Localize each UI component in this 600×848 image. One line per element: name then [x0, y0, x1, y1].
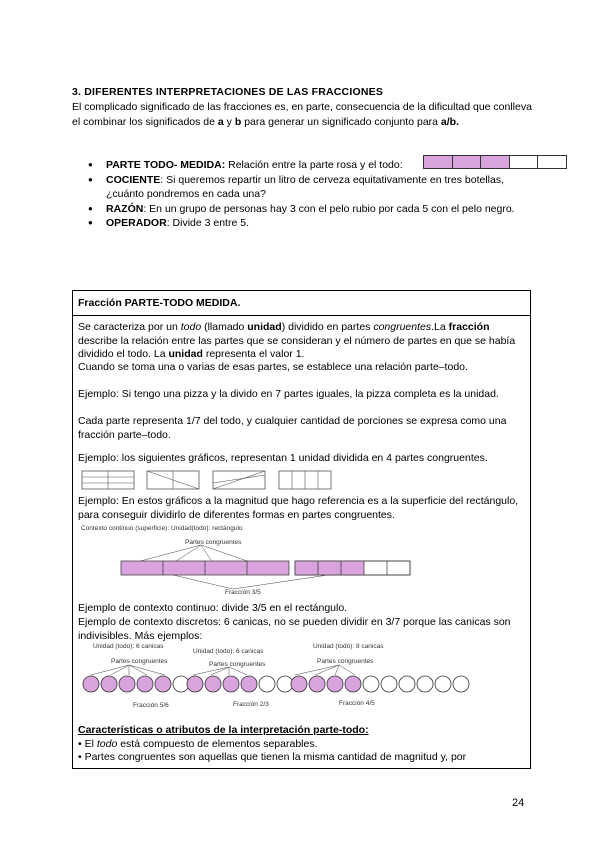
surface-example: Ejemplo: En estos gráficos a la magnitud que hago referencia es a la superficie del rectángulo, para conseguir dividirlo de diferentes formas en partes congruentes. [78, 495, 519, 521]
box-title: Fracción PARTE-TODO MEDIDA. [73, 291, 530, 316]
characteristics-heading: Características o atributos de la interpretación parte-todo: [78, 724, 369, 736]
disc1-fraction: Fracción 5/6 [133, 702, 169, 709]
list-item: ● COCIENTE: Si queremos repartir un litro de cerveza equitativamente en tres botellas, ¿cuánto pondremos en cada una? [88, 173, 528, 202]
continuous-bar-fraction [295, 561, 410, 575]
relation-paragraph: Cuando se toma una o varias de esas partes, se establece una relación parte–todo. [78, 361, 468, 373]
portion-paragraph: Cada parte representa 1/7 del todo, y cualquier cantidad de porciones se expresa como una fracción parte–todo. [78, 415, 507, 441]
content-box [72, 290, 531, 769]
section-heading: 3. DIFERENTES INTERPRETACIONES DE LAS FRACCIONES [72, 86, 384, 98]
discrete-example: Ejemplo de contexto discretos: 6 canicas, no se pueden dividir en 3/7 porque las canicas son indivisibles. Más ejemplos: [78, 616, 511, 642]
marbles-group-1 [83, 676, 189, 692]
diagram1-caption: Contexto continuo (superficie): Unidad(todo): rectángulo [81, 525, 243, 532]
disc3-fraction: Fracción 4/5 [339, 700, 375, 707]
four-parts-diagrams [81, 469, 341, 491]
bar-segment-pink [424, 156, 453, 168]
disc2-caption: Unidad (todo): 6 canicas [193, 648, 264, 655]
graphics-example: Ejemplo: los siguientes gráficos, representan 1 unidad dividida en 4 partes congruentes. [78, 452, 488, 464]
rect-diagram-columns [279, 471, 331, 489]
continuous-example: Ejemplo de contexto continuo: divide 3/5 en el rectángulo. [78, 602, 348, 614]
discrete-context-diagrams [81, 651, 521, 701]
disc3-caption: Unidad (todo): 8 canicas [313, 643, 384, 650]
disc3-label: Partes congruentes [317, 658, 374, 665]
characteristic-1: • El todo está compuesto de elementos separables. [78, 738, 318, 750]
definition-paragraph: Se caracteriza por un todo (llamado unidad) dividido en partes congruentes.La fracción describe la relación entre las partes que se consideran y el número de partes en que se había dividido el todo. La unidad representa el valor 1. [78, 321, 516, 360]
page-number: 24 [512, 797, 525, 809]
diagram1-fraction: Fracción 3/5 [225, 589, 261, 596]
disc2-label: Partes congruentes [209, 661, 266, 668]
list-item: ● RAZÓN: En un grupo de personas hay 3 con el pelo rubio por cada 5 con el pelo negro. [88, 202, 528, 217]
intro-paragraph: El complicado significado de las fracciones es, en parte, consecuencia de la dificultad que conlleva el combinar los significados de a y b para generar un significado conjunto para a/b. [72, 101, 532, 128]
disc1-label: Partes congruentes [111, 658, 168, 665]
part-whole-bar [423, 155, 567, 169]
bar-segment-pink [481, 156, 510, 168]
bar-segment-pink [453, 156, 482, 168]
rect-diagram-slanted [213, 471, 265, 489]
marbles-group-3 [291, 676, 469, 692]
list-item: ● OPERADOR: Divide 3 entre 5. [88, 216, 528, 231]
disc1-caption: Unidad (todo): 6 canicas [93, 643, 164, 650]
list-item: ● PARTE TODO- MEDIDA: Relación entre la parte rosa y el todo: [88, 158, 406, 173]
diagram1-label: Partes congruentes [185, 539, 242, 546]
bar-segment-empty [510, 156, 539, 168]
bar-segment-empty [538, 156, 566, 168]
pizza-example: Ejemplo: Si tengo una pizza y la divido en 7 partes iguales, la pizza completa es la unidad. [78, 388, 499, 400]
rect-diagram-diagonal [147, 471, 199, 489]
continuous-bar-whole [121, 561, 289, 575]
continuous-context-diagram [113, 533, 413, 599]
marbles-group-2 [187, 676, 293, 692]
rect-diagram-vertical [82, 471, 134, 489]
disc2-fraction: Fracción 2/3 [233, 701, 269, 708]
characteristic-2: • Partes congruentes son aquellas que tienen la misma cantidad de magnitud y, por [78, 751, 467, 763]
